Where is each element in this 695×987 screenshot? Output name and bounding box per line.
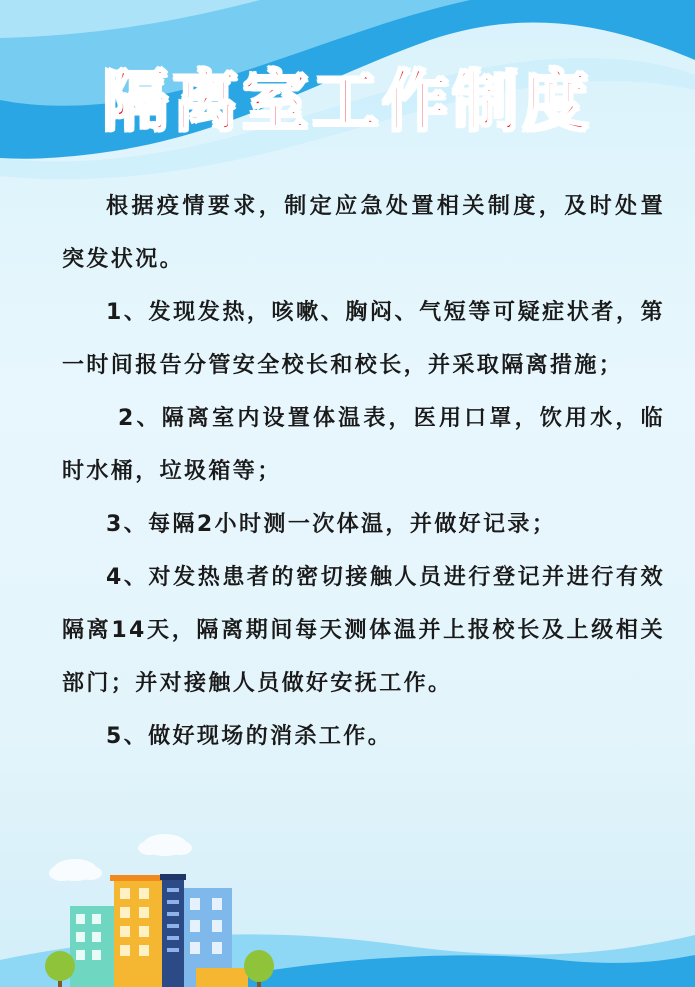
rule-item-5: 5、做好现场的消杀工作。 [106,724,393,749]
rule-item-1: 1、发现发热，咳嗽、胸闷、气短等可疑症状者，第一时间报告分管安全校长和校长，并采取隔离措施； [62,300,665,378]
building-icon [70,874,248,987]
intro-paragraph: 根据疫情要求，制定应急处置相关制度，及时处置突发状况。 [62,194,665,272]
cloud-icon [138,834,192,856]
page-title: 隔离室工作制度 [102,63,593,140]
cloud-icon [49,859,102,881]
rule-item-2: 2、隔离室内设置体温表，医用口罩，饮用水，临时水桶，垃圾箱等； [62,406,665,484]
regulation-body [62,180,665,763]
rule-item-3: 3、每隔2小时测一次体温，并做好记录； [106,512,557,537]
rule-item-4: 4、对发热患者的密切接触人员进行登记并进行有效隔离14天，隔离期间每天测体温并上报校长及上级相关部门；并对接触人员做好安抚工作。 [62,565,665,696]
